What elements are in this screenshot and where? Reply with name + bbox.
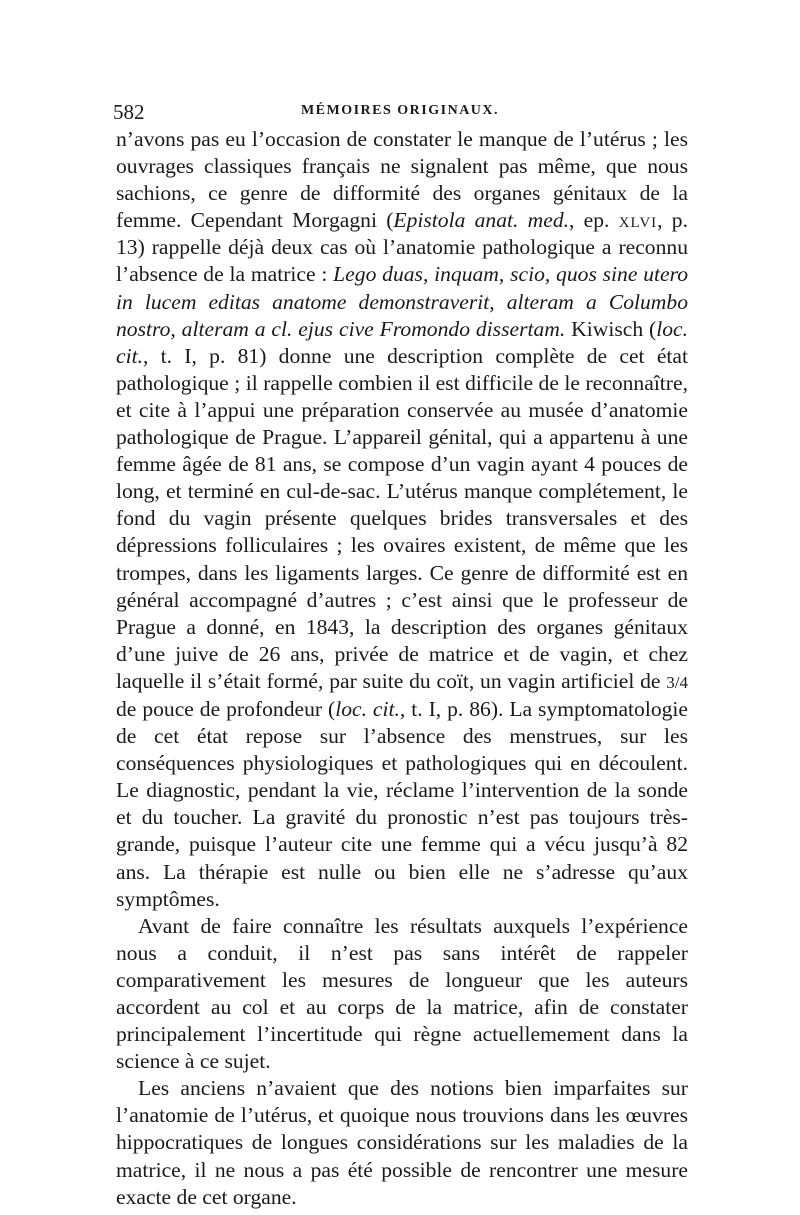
text-span: Kiwisch ( xyxy=(565,316,657,341)
text-span: de pouce de profondeur ( xyxy=(116,696,336,721)
italic-span: loc. cit. xyxy=(116,316,688,368)
italic-span: loc. cit. xyxy=(335,696,400,721)
fraction-span: 3/4 xyxy=(666,672,688,692)
text-span: , ep. xyxy=(569,208,619,233)
paragraph xyxy=(116,126,688,913)
text-span: , t. I, p. 81) donne une description complète de cet état pathologique ; il rappelle combien il est difficile de le reconnaître, et cite à l’appui une préparation conservée au musée d’anatomie pathologique de Prague. L’appareil génital, qui a appartenu à une femme âgée de 81 ans, se compose d’un vagin ayant 4 pouces de long, et terminé en cul-de-sac. L’utérus manque complétement, le fond du vagin présente quelques brides transversales et des dépressions folliculaires ; les ovaires existent, de même que les trompes, dans les ligaments larges. Ce genre de difformité est en général accompagné d’autres ; c’est ainsi que le professeur de Prague a donné, en 1843, la description des organes génitaux d’une juive de 26 ans, privée de matrice et de vagin, et chez laquelle il s’était formé, par suite du coït, un vagin artificiel de xyxy=(116,343,688,693)
paragraph xyxy=(116,913,688,1076)
text-span: Avant de faire connaître les résultats auxquels l’expérience nous a conduit, il n’est pas sans intérêt de rappeler comparativement les mesures de longueur que les auteurs accordent au col et au corps de la matrice, afin de constater principalement l’incertitude qui règne actuellemement dans la science à ce sujet. xyxy=(116,913,688,1074)
italic-span: Epistola anat. med. xyxy=(393,208,570,233)
body-text xyxy=(116,126,688,1211)
running-head: MÉMOIRES ORIGINAUX. xyxy=(300,103,500,118)
smallcaps-span: xlvi xyxy=(618,208,658,233)
paragraph xyxy=(116,1075,688,1210)
text-span: n’avons pas eu l’occasion de constater le manque de l’utérus ; les ouvrages classiques français ne signalent pas même, que nous sachions, ce genre de difformité des organes génitaux de la femme. Cependant Morgagni ( xyxy=(116,127,688,233)
text-span: Les anciens n’avaient que des notions bien imparfaites sur l’anatomie de l’utérus, et quoique nous trouvions dans les œuvres hippocratiques de longues considérations sur les maladies de la matrice, il ne nous a pas été possible de rencontrer une mesure exacte de cet organe. xyxy=(116,1076,688,1209)
text-span: , p. 13) rappelle déjà deux cas où l’anatomie pathologique a reconnu l’absence de la matrice : xyxy=(116,208,688,287)
italic-span: Lego duas, inquam, scio, quos sine utero in lucem editas anatome demonstraverit, alteram a Columbo nostro, alteram a cl. ejus cive Fromondo dissertam. xyxy=(116,262,688,341)
page-number: 582 xyxy=(113,100,145,124)
text-span: , t. I, p. 86). La symptomatologie de cet état repose sur l’absence des menstrues, sur les conséquences physiologiques et pathologiques qui en découlent. Le diagnostic, pendant la vie, réclame l’intervention de la sonde et du toucher. La gravité du pronostic n’est pas toujours très-grande, puisque l’auteur cite une femme qui a vécu jusqu’à 82 ans. La thérapie est nulle ou bien elle ne s’adresse qu’aux symptômes. xyxy=(116,696,689,911)
